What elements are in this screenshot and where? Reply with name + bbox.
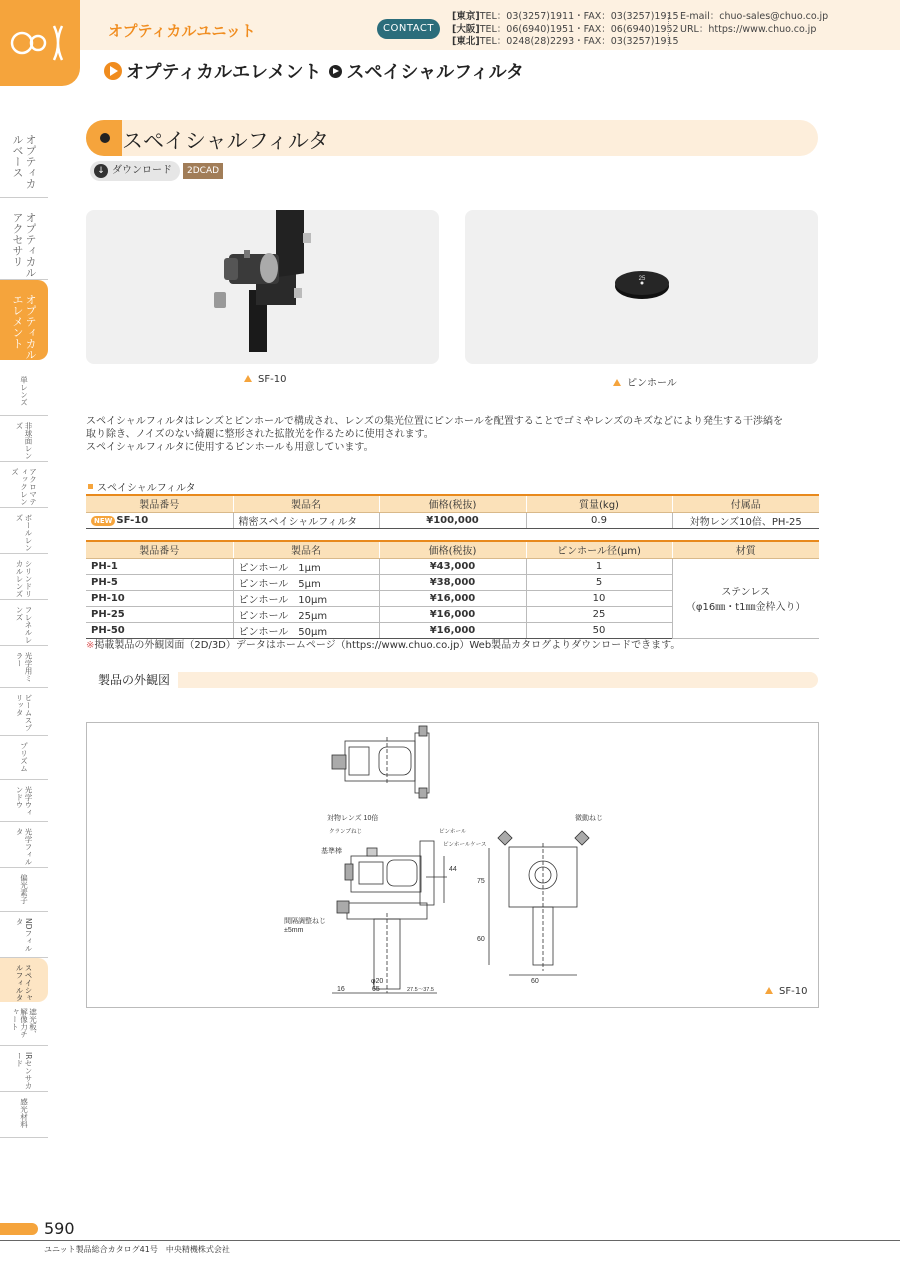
front-view — [332, 841, 447, 993]
product-mass: 0.9 — [526, 512, 672, 528]
breadcrumb — [104, 58, 524, 84]
tel-line: [東京]TEL：03(3257)1911・FAX：03(3257)1915 — [452, 11, 679, 22]
product-photo-pinhole — [465, 210, 818, 364]
table-label: スペイシャルフィルタ — [88, 479, 196, 494]
sidebar-item-nd-filter[interactable]: NDフィルタ — [0, 912, 48, 958]
sidebar-item-prism[interactable]: プリズム — [0, 736, 48, 780]
sidebar-item-single-lens[interactable]: 単レンズ — [0, 370, 48, 416]
sidebar-item-spatial-filter[interactable]: スペイシャルフィルタ — [0, 958, 48, 1002]
col-header: 材質 — [672, 541, 819, 558]
sidebar-item-polarizer[interactable]: 偏光素子 — [0, 868, 48, 912]
triangle-icon — [765, 987, 773, 994]
technical-drawing — [86, 722, 819, 1008]
col-header: 価格(税抜) — [379, 541, 526, 558]
brand-logo — [0, 0, 80, 86]
sidebar-item-mirror[interactable]: 光学用ミラー — [0, 646, 48, 688]
label-objective: 対物レンズ 10倍 — [327, 815, 379, 822]
photo-caption: SF-10 — [244, 374, 286, 385]
dim-75: 75 — [477, 878, 485, 885]
sidebar-item-optical-accessory[interactable]: オプティカルアクセサリ — [0, 198, 48, 280]
spec-table-filter — [86, 494, 819, 529]
material-cell: ステンレス （φ16㎜・t1㎜金枠入り） — [672, 558, 819, 638]
sidebar-item-chart[interactable]: 遮光板、解像力チャート — [0, 1002, 48, 1046]
col-header: 製品名 — [233, 541, 379, 558]
download-button[interactable] — [90, 161, 180, 181]
pinhole-diameter: 10 — [526, 590, 672, 606]
col-header: 質量(kg) — [526, 495, 672, 512]
label-fine-screw: 微動ねじ — [575, 815, 603, 822]
description — [86, 415, 826, 454]
label-gap-range: ±5mm — [284, 927, 304, 934]
col-header: 価格(税抜) — [379, 495, 526, 512]
contact-web — [680, 11, 828, 36]
download-icon: ↓ — [94, 164, 108, 178]
product-code: PH-25 — [86, 606, 233, 622]
col-header: 製品番号 — [86, 541, 233, 558]
sidebar-item-optical-filter[interactable]: 光学フィルタ — [0, 822, 48, 868]
col-header: 製品名 — [233, 495, 379, 512]
product-price: ¥43,000 — [379, 558, 526, 574]
product-code: NEW SF-10 — [86, 512, 233, 528]
pinhole-mark: 25 — [638, 276, 646, 282]
sidebar-item-beam-splitter[interactable]: ビームスプリッタ — [0, 688, 48, 736]
unit-title: オプティカルユニット — [108, 22, 256, 40]
pinhole-diameter: 50 — [526, 622, 672, 638]
dim-60v: 60 — [477, 936, 485, 943]
sidebar-item-optical-element[interactable]: オプティカルエレメント — [0, 280, 48, 360]
description-line: 取り除き、ノイズのない綺麗に整形された拡散光を作るために使用されます。 — [86, 429, 434, 440]
product-name: ピンホール 10μm — [233, 590, 379, 606]
label-clamp: クランプねじ — [329, 829, 363, 835]
breadcrumb-category[interactable]: オプティカルエレメント — [126, 62, 322, 83]
sidebar-item-ir-card[interactable]: IRセンサカード — [0, 1046, 48, 1092]
footer-text: ユニット製品総合カタログ41号 中央精機株式会社 — [44, 1245, 230, 1254]
product-photo-sf10 — [86, 210, 439, 364]
bullet-icon — [86, 120, 122, 156]
footer-divider — [0, 1240, 900, 1241]
product-price: ¥38,000 — [379, 574, 526, 590]
new-badge: NEW — [91, 516, 115, 526]
page-number: 590 — [44, 1219, 75, 1238]
photo-caption: ピンホール — [613, 374, 677, 389]
product-price: ¥16,000 — [379, 606, 526, 622]
product-name: ピンホール 1μm — [233, 558, 379, 574]
lens-logo-icon — [10, 22, 70, 64]
triangle-icon — [244, 375, 252, 382]
drawing-heading — [86, 672, 818, 688]
email-link[interactable]: E-mail：chuo-sales@chuo.co.jp — [680, 11, 829, 22]
description-line: スペイシャルフィルタはレンズとピンホールで構成され、レンズの集光位置にピンホールを配置することでゴミやレンズのキズなどにより発生する干渉縞を — [86, 416, 783, 427]
sidebar-item-fresnel[interactable]: フレネルレンズ — [0, 600, 48, 646]
arrow-icon — [329, 65, 342, 78]
tel-line: [東北]TEL：0248(28)2293・FAX：03(3257)1915 — [452, 36, 679, 47]
tel-line: [大阪]TEL：06(6940)1951・FAX：06(6940)1952 — [452, 23, 679, 35]
top-view — [332, 726, 429, 798]
sidebar-item-achromatic[interactable]: アクロマティックレンズ — [0, 462, 48, 508]
pinhole-diameter: 1 — [526, 558, 672, 574]
tel-list — [452, 11, 679, 49]
sidebar-item-window[interactable]: 光学ウィンドウ — [0, 780, 48, 822]
triangle-icon — [613, 379, 621, 386]
label-ref-rod: 基準棒 — [321, 848, 342, 855]
product-name: ピンホール 50μm — [233, 622, 379, 638]
product-price: ¥16,000 — [379, 590, 526, 606]
col-header: 製品番号 — [86, 495, 233, 512]
label-gap-screw: 間隔調整ねじ — [284, 918, 326, 925]
product-code: PH-1 — [86, 558, 233, 574]
label-pinhole: ピンホール — [439, 829, 467, 835]
download-note: ※掲載製品の外観図面（2D/3D）データはホームページ（https://www.chuo.co.jp）Web製品カタログよりダウンロードできます。 — [86, 640, 681, 651]
description-line: スペイシャルフィルタに使用するピンホールも用意しています。 — [86, 442, 374, 453]
url-link[interactable]: URL：https://www.chuo.co.jp — [680, 23, 817, 35]
drawing-caption: SF-10 — [765, 986, 807, 997]
table-header-row — [86, 541, 819, 558]
product-price: ¥100,000 — [379, 512, 526, 528]
cad-2d-link[interactable]: 2DCAD — [183, 163, 223, 179]
dim-20: φ20 — [371, 978, 384, 985]
table-header-row — [86, 495, 819, 512]
product-name: ピンホール 5μm — [233, 574, 379, 590]
dim-65: 65 — [372, 986, 380, 993]
spec-table-pinhole — [86, 540, 819, 639]
breadcrumb-page[interactable]: スペイシャルフィルタ — [346, 62, 524, 83]
download-label: ダウンロード — [112, 165, 172, 176]
dim-275: 27.5～37.5 — [407, 987, 434, 993]
product-name: 精密スペイシャルフィルタ — [233, 512, 379, 528]
section-heading — [86, 120, 818, 156]
product-name: ピンホール 25μm — [233, 606, 379, 622]
sidebar-item-aspheric[interactable]: 非球面レンズ — [0, 416, 48, 462]
sidebar-item-optical-base[interactable]: オプティカルベース — [0, 120, 48, 198]
dim-44: 44 — [449, 866, 457, 873]
divider — [668, 12, 669, 46]
pinhole-diameter: 25 — [526, 606, 672, 622]
dim-60h: 60 — [531, 978, 539, 985]
section-title: スペイシャルフィルタ — [122, 129, 330, 153]
col-header: 付属品 — [672, 495, 819, 512]
contact-button[interactable]: CONTACT — [377, 19, 440, 39]
product-code: PH-5 — [86, 574, 233, 590]
product-code: PH-50 — [86, 622, 233, 638]
product-accessory: 対物レンズ10倍、PH-25 — [672, 512, 819, 528]
label-pinhole-case: ピンホールケース — [443, 842, 487, 848]
dim-16: 16 — [337, 986, 345, 993]
sidebar-item-cylindrical[interactable]: シリンドリカルレンズ — [0, 554, 48, 600]
product-price: ¥16,000 — [379, 622, 526, 638]
drawing-title: 製品の外観図 — [86, 671, 178, 689]
side-view — [489, 831, 589, 975]
table-row — [86, 512, 819, 528]
sidebar-item-photosensitive[interactable]: 感光材料 — [0, 1092, 48, 1138]
arrow-icon — [104, 62, 122, 80]
table-row — [86, 558, 819, 574]
pinhole-diameter: 5 — [526, 574, 672, 590]
col-header: ピンホール径(μm) — [526, 541, 672, 558]
product-code: PH-10 — [86, 590, 233, 606]
sidebar-item-ball-lens[interactable]: ボールレンズ — [0, 508, 48, 554]
footer-accent — [0, 1223, 38, 1235]
